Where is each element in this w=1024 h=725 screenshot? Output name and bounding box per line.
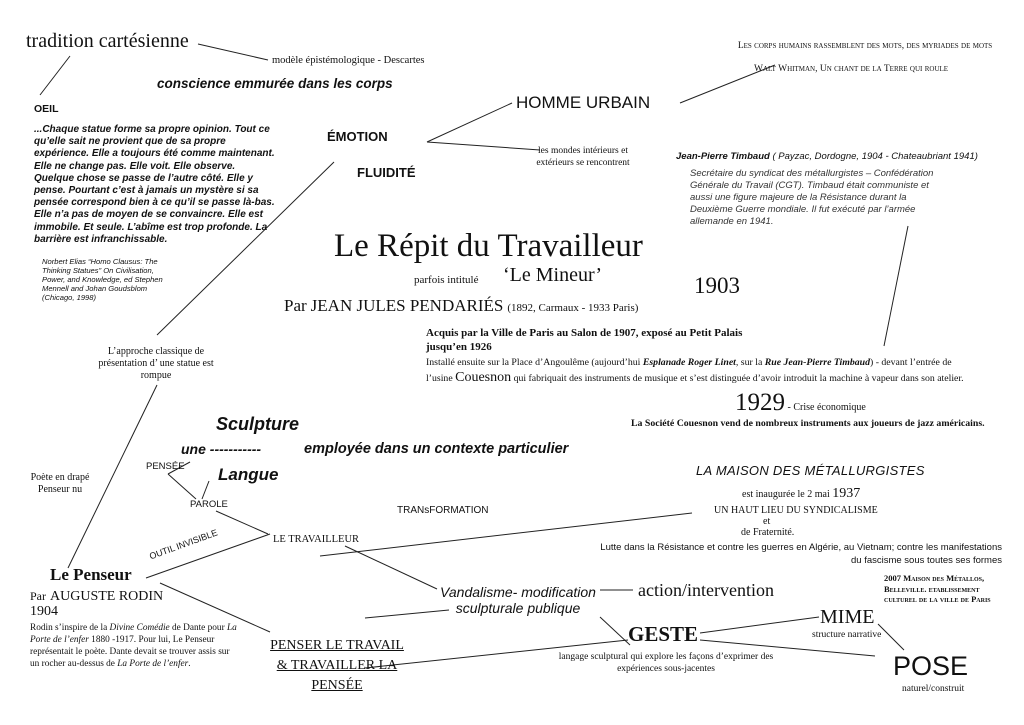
artist-name: JEAN JULES PENDARIÉS: [310, 296, 504, 315]
node-fluidite: FLUIDITÉ: [357, 165, 416, 180]
le-mineur: ‘Le Mineur’: [503, 264, 603, 286]
rodin-line: [30, 587, 163, 605]
node-pensee: PENSÉE: [146, 461, 185, 472]
installe-part-6: qui fabriquait des instruments de musique et s’est distinguée d’avoir introduit la machine à vapeur dans son atelier.: [511, 373, 964, 384]
year-1937: 1937: [832, 486, 861, 501]
node-employee: employée dans un contexte particulier: [304, 441, 569, 457]
node-structure-narrative: structure narrative: [812, 630, 882, 640]
et-label: et: [763, 516, 771, 527]
year-1904: 1904: [30, 604, 58, 619]
elias-reference: Norbert Elias “Homo Clausus: The Thinking Statues” On Civilisation, Power, and Knowledge, ed Stephen Mennell and Johan Goudsblom (Chicago, 1998): [42, 257, 163, 302]
node-homme-urbain: HOMME URBAIN: [516, 93, 651, 112]
esplanade-roger-linet: Esplanade Roger Linet: [642, 357, 736, 368]
elias-quote: ...Chaque statue forme sa propre opinion. Tout ce qu’elle sait ne provient que de sa propre expérience. Elle a toujours été comme maintenant. Elle ne change pas. Elle voit. Elle observe. Quelque chose se passe de l’autre côté. Elle y pense. Pourtant c’est à jamais un mystère si sa pensée correspond bien à ce qu’il se passe là-bas. Elle n’a pas de moyen de se convaincre. Elle est immobile. Et seule. L’abîme est trop profonde. La barrière est infranchissable.: [34, 124, 275, 245]
node-geste: GESTE: [628, 622, 699, 646]
whitman-quote: Les corps humains rassemblent des mots, des myriades de mots: [737, 41, 993, 51]
node-penser-le-travail: PENSER LE TRAVAIL & TRAVAILLER LA PENSÉE: [270, 638, 404, 693]
rue-jean-pierre-timbaud: Rue Jean-Pierre Timbaud: [764, 357, 870, 368]
node-transformation: TRANsFORMATION: [397, 505, 489, 516]
fraternite: de Fraternité.: [741, 527, 795, 538]
year-1929: 1929: [735, 389, 785, 416]
par-label: Par: [284, 296, 307, 315]
artist-line: [284, 296, 638, 316]
haut-lieu-syndicalisme: UN HAUT LIEU DU SYNDICALISME: [714, 505, 878, 516]
node-tradition-cartesienne: tradition cartésienne: [26, 30, 189, 52]
node-parole: PAROLE: [190, 499, 228, 510]
node-modele-epistemologique: modèle épistémologique - Descartes: [272, 55, 425, 66]
whitman-attribution: Walt Whitman, Un chant de la Terre qui roule: [754, 64, 949, 74]
par-label-2: Par: [30, 589, 46, 603]
node-mondes-interieurs: les mondes intérieurs et extérieurs se rencontrent: [536, 146, 630, 168]
rodin-name: AUGUSTE RODIN: [50, 589, 164, 604]
timbaud-dates: ( Payzac, Dordogne, 1904 - Chateaubriant 1941): [769, 151, 978, 162]
lutte-text: Lutte dans la Résistance et contre les guerres en Algérie, au Vietnam; contre les manifestations du fascisme sous toutes ses formes: [600, 542, 1002, 566]
rodin-part-7: .: [188, 659, 191, 669]
poete-drape: Poète en drapé Penseur nu: [30, 472, 90, 495]
node-oeil: OEIL: [34, 103, 59, 115]
divine-comedie: Divine Comédie: [109, 623, 170, 633]
node-vandalisme: Vandalisme- modification sculpturale publique: [440, 584, 596, 616]
node-le-penseur: Le Penseur: [50, 565, 132, 584]
inauguree-line: [742, 484, 860, 502]
porte-enfer-2: La Porte de l’enfer: [117, 659, 189, 669]
node-pose: POSE: [893, 651, 969, 681]
installe-part-1: Installé ensuite sur la Place d’Angoulême (aujourd’hui: [426, 357, 643, 368]
porte-enfer-1: La Porte de l’enfer: [30, 623, 237, 645]
parfois-intitule: parfois intitulé: [414, 274, 479, 286]
crise-economique: - Crise économique: [785, 402, 866, 413]
node-le-travailleur: LE TRAVAILLEUR: [273, 534, 360, 545]
artist-dates: (1892, Carmaux - 1933 Paris): [507, 302, 639, 314]
timbaud-name: Jean-Pierre Timbaud: [676, 151, 770, 162]
node-naturel-construit: naturel/construit: [902, 684, 965, 694]
page-title: Le Répit du Travailleur: [334, 228, 643, 264]
timbaud-heading: [676, 152, 978, 163]
node-action-intervention: action/intervention: [638, 580, 774, 600]
inauguree-text: est inaugurée le 2 mai: [742, 489, 833, 500]
couesnon-name: Couesnon: [455, 370, 512, 385]
node-conscience-emmuree: conscience emmurée dans les corps: [157, 76, 393, 91]
maison-title: LA MAISON DES MÉTALLURGISTES: [696, 463, 925, 478]
installe-part-3: , sur la: [735, 357, 765, 368]
timbaud-bio: Secrétaire du syndicat des métallurgistes – Confédération Générale du Travail (CGT). Timbaud était communiste et aussi une figure majeure de la Résistance durant la Deuxième Guerre mondiale. Il fut exécuté par l’armée allemande en 1941.: [690, 168, 934, 227]
year-1903: 1903: [694, 273, 740, 298]
node-emotion: ÉMOTION: [327, 129, 388, 144]
node-langue: Langue: [218, 465, 279, 484]
rodin-text: [30, 622, 240, 670]
couesnon-vend: La Société Couesnon vend de nombreux instruments aux joueurs de jazz américains.: [631, 418, 985, 429]
node-une: une -----------: [181, 441, 262, 457]
year-1929-line: [735, 389, 866, 418]
rodin-part-3: de Dante pour: [169, 623, 227, 633]
node-langage-sculptural: langage sculptural qui explore les façons d’exprimer des expériences sous-jacentes: [558, 652, 774, 674]
node-outil-invisible: OUTIL INVISIBLE: [148, 527, 219, 562]
node-mime: MIME: [820, 606, 875, 628]
rodin-part-5: 1880 -1917. Pour lui, Le Penseur représentait le poète. Dante devait se trouver assis sur un rocher au-dessus de: [30, 635, 230, 669]
node-sculpture: Sculpture: [216, 414, 300, 434]
maison-2007: 2007 Maison des Métallos, Belleville. etablissement culturel de la ville de Paris: [884, 573, 991, 604]
acquis-text: Acquis par la Ville de Paris au Salon de 1907, exposé au Petit Palais jusqu’en 1926: [426, 327, 743, 353]
installe-text: [426, 355, 974, 386]
rodin-part-1: Rodin s’inspire de la: [30, 623, 110, 633]
installe-part-5: ) - devant l’entrée de l’usine: [426, 357, 952, 384]
approche-classique: L’approche classique de présentation d’ une statue est rompue: [98, 346, 214, 381]
